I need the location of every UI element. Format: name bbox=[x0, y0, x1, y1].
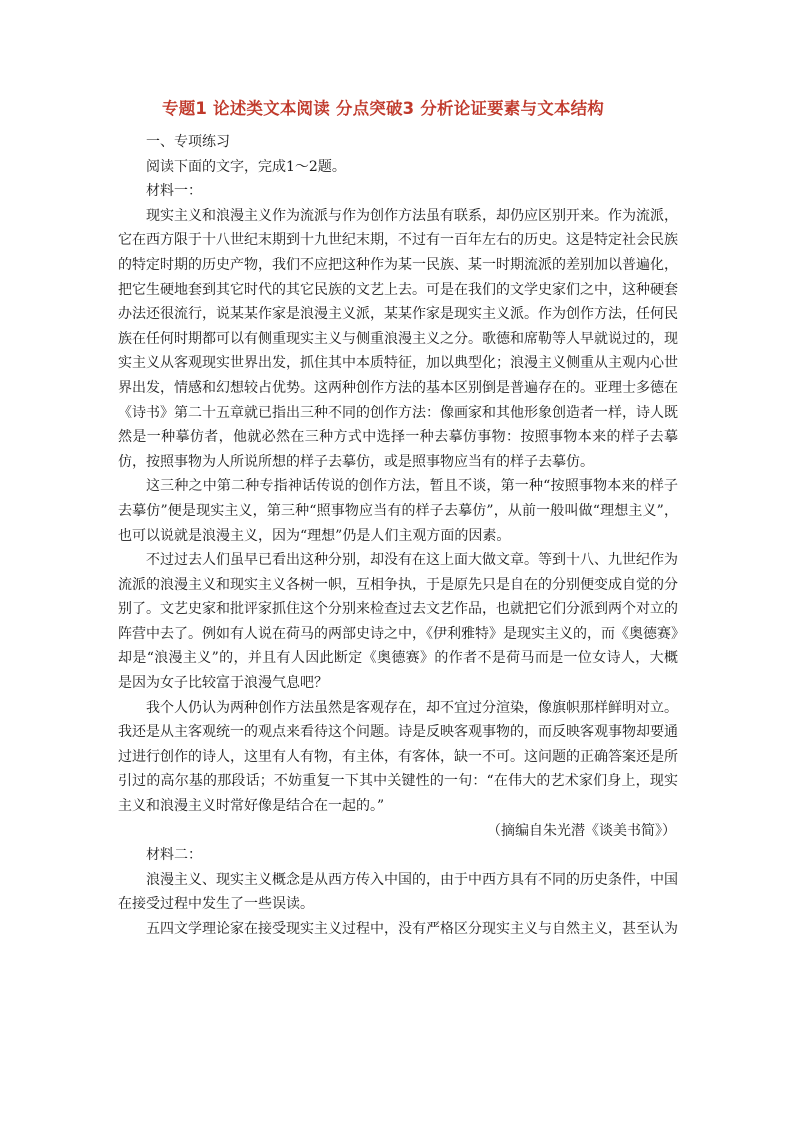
material2-label: 材料二： bbox=[146, 847, 202, 864]
material1-label: 材料一： bbox=[146, 183, 202, 200]
material2-paragraph: 浪漫主义、现实主义概念是从西方传入中国的，由于中西方具有不同的历史条件，中国在接受过程中发生了一些误读。 bbox=[118, 871, 678, 913]
material1-paragraph: 我个人仍认为两种创作方法虽然是客观存在，却不宜过分渲染，像旗帜那样鲜明对立。我还是从主客观统一的观点来看待这个问题。诗是反映客观事物的，而反映客观事物却要通过进行创作的诗人，这里有人有物，有主体，有客体，缺一不可。这问题的正确答案还是所引过的高尔基的那段话；不妨重复一下其中关键性的一句：“在伟大的艺术家们身上，现实主义和浪漫主义时常好像是结合在一起的。” bbox=[118, 699, 678, 815]
material1-paragraph: 不过过去人们虽早已看出这种分别，却没有在这上面大做文章。等到十八、九世纪作为流派的浪漫主义和现实主义各树一帜，互相争执，于是原先只是自在的分别便变成自觉的分别了。文艺史家和批评家抓住这个分别来检查过去文艺作品，也就把它们分派到两个对立的阵营中去了。例如有人说在荷马的两部史诗之中，《伊利雅特》是现实主义的，而《奥德赛》却是“浪漫主义”的，并且有人因此断定《奥德赛》的作者不是荷马而是一位女诗人，大概是因为女子比较富于浪漫气息吧？ bbox=[118, 552, 678, 692]
document-page bbox=[118, 96, 678, 942]
material1-paragraph: 现实主义和浪漫主义作为流派与作为创作方法虽有联系，却仍应区别开来。作为流派，它在西方限于十八世纪末期到十九世纪末期，不过有一百年左右的历史。这是特定社会民族的特定时期的历史产物，我们不应把这种作为某一民族、某一时期流派的差别加以普遍化，把它生硬地套到其它时代的其它民族的文艺上去。可是在我们的文学史家们之中，这种硬套办法还很流行，说某某作家是浪漫主义派，某某作家是现实主义派。作为创作方法，任何民族在任何时期都可以有侧重现实主义与侧重浪漫主义之分。歌德和席勒等人早就说过的，现实主义从客观现实世界出发，抓住其中本质特征，加以典型化；浪漫主义侧重从主观内心世界出发，情感和幻想较占优势。这两种创作方法的基本区别倒是普遍存在的。亚理士多德在《诗书》第二十五章就已指出三种不同的创作方法：像画家和其他形象创造者一样，诗人既然是一种摹仿者，他就必然在三种方式中选择一种去摹仿事物：按照事物本来的样子去摹仿，按照事物为人所说所想的样子去摹仿，或是照事物应当有的样子去摹仿。 bbox=[118, 207, 678, 470]
section-heading: 一、专项练习 bbox=[146, 134, 230, 150]
material1-source: （摘编自朱光潜《谈美书简》） bbox=[487, 822, 676, 839]
document-title: 专题1 论述类文本阅读 分点突破3 分析论证要素与文本结构 bbox=[162, 99, 604, 118]
material2-paragraph: 五四文学理论家在接受现实主义过程中，没有严格区分现实主义与自然主义，甚至认为 bbox=[146, 921, 678, 937]
material1-paragraph: 这三种之中第二种专指神话传说的创作方法，暂且不谈，第一种“按照事物本来的样子去摹仿”便是现实主义，第三种“照事物应当有的样子去摹仿”，从前一般叫做“理想主义”，也可以说就是浪漫主义，因为“理想”仍是人们主观方面的因素。 bbox=[118, 478, 678, 544]
instruction-text: 阅读下面的文字，完成1～2题。 bbox=[146, 158, 346, 175]
